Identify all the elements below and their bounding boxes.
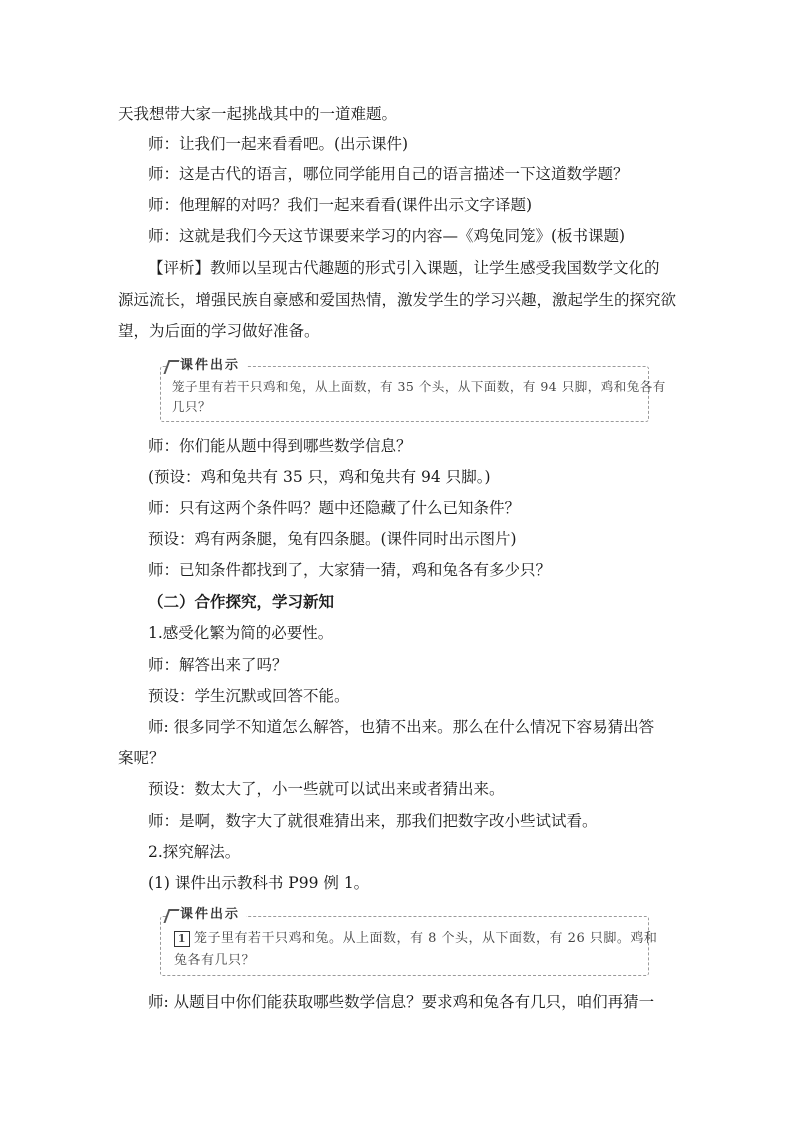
courseware-text bbox=[174, 929, 657, 949]
paragraph: 师：这就是我们今天这节课要来学习的内容—《鸡兔同笼》(板书课题) bbox=[148, 227, 626, 245]
paragraph: 师：解答出来了吗？ bbox=[148, 656, 288, 674]
paragraph: 师：这是古代的语言，哪位同学能用自己的语言描述一下这道数学题？ bbox=[148, 165, 629, 183]
paragraph: 1.感受化繁为简的必要性。 bbox=[148, 624, 334, 642]
paragraph: 师：只有这两个条件吗？题中还隐藏了什么已知条件？ bbox=[148, 499, 521, 517]
commentary-paragraph: 【评析】教师以呈现古代趣题的形式引入课题，让学生感受我国数学文化的 bbox=[148, 259, 660, 277]
courseware-text: 笼子里有若干只鸡和兔，从上面数，有 35 个头，从下面数，有 94 只脚，鸡和兔各有 bbox=[172, 379, 666, 394]
paragraph: 预设：鸡有两条腿，兔有四条腿。(课件同时出示图片) bbox=[148, 530, 517, 548]
courseware-text: 兔各有几只？ bbox=[174, 953, 256, 968]
paragraph: 案呢？ bbox=[118, 749, 165, 767]
paragraph: 师：让我们一起来看看吧。(出示课件) bbox=[148, 135, 409, 153]
paragraph: 师：是啊，数字大了就很难猜出来，那我们把数字改小些试试看。 bbox=[148, 812, 598, 830]
paragraph: 预设：数太大了，小一些就可以试出来或者猜出来。 bbox=[148, 780, 505, 798]
paragraph: 天我想带大家一起挑战其中的一道难题。 bbox=[118, 105, 398, 123]
paragraph: 师：已知条件都找到了，大家猜一猜，鸡和兔各有多少只？ bbox=[148, 561, 552, 579]
courseware-tab bbox=[166, 907, 246, 923]
tab-corner-icon bbox=[163, 909, 179, 923]
paragraph: 2.探究解法。 bbox=[148, 843, 241, 861]
paragraph: 师：他理解的对吗？我们一起来看看(课件出示文字译题) bbox=[148, 196, 533, 214]
paragraph: (1) 课件出示教科书 P99 例 1。 bbox=[148, 874, 370, 892]
tab-corner-icon bbox=[163, 360, 179, 374]
courseware-tab-label: 课件出示 bbox=[180, 358, 241, 373]
courseware-text: 几只？ bbox=[172, 399, 212, 414]
courseware-tab-label: 课件出示 bbox=[180, 907, 241, 922]
paragraph: 师：你们能从题中得到哪些数学信息？ bbox=[148, 437, 412, 455]
example-number-badge: 1 bbox=[174, 931, 190, 947]
commentary-paragraph: 望，为后面的学习做好准备。 bbox=[118, 322, 320, 340]
paragraph: 师: 从题目中你们能获取哪些数学信息？要求鸡和兔各有几只，咱们再猜一 bbox=[148, 993, 655, 1011]
courseware-text-line: 笼子里有若干只鸡和兔。从上面数，有 8 个头，从下面数，有 26 只脚。鸡和 bbox=[194, 931, 658, 946]
courseware-tab bbox=[166, 358, 246, 374]
commentary-paragraph: 源远流长，增强民族自豪感和爱国热情，激发学生的学习兴趣，激起学生的探究欲 bbox=[118, 291, 677, 309]
paragraph: 预设：学生沉默或回答不能。 bbox=[148, 687, 350, 705]
paragraph: 师: 很多同学不知道怎么解答，也猜不出来。那么在什么情况下容易猜出答 bbox=[148, 718, 655, 736]
section-heading: （二）合作探究，学习新知 bbox=[148, 592, 335, 611]
paragraph: (预设：鸡和兔共有 35 只，鸡和兔共有 94 只脚。) bbox=[148, 468, 491, 486]
